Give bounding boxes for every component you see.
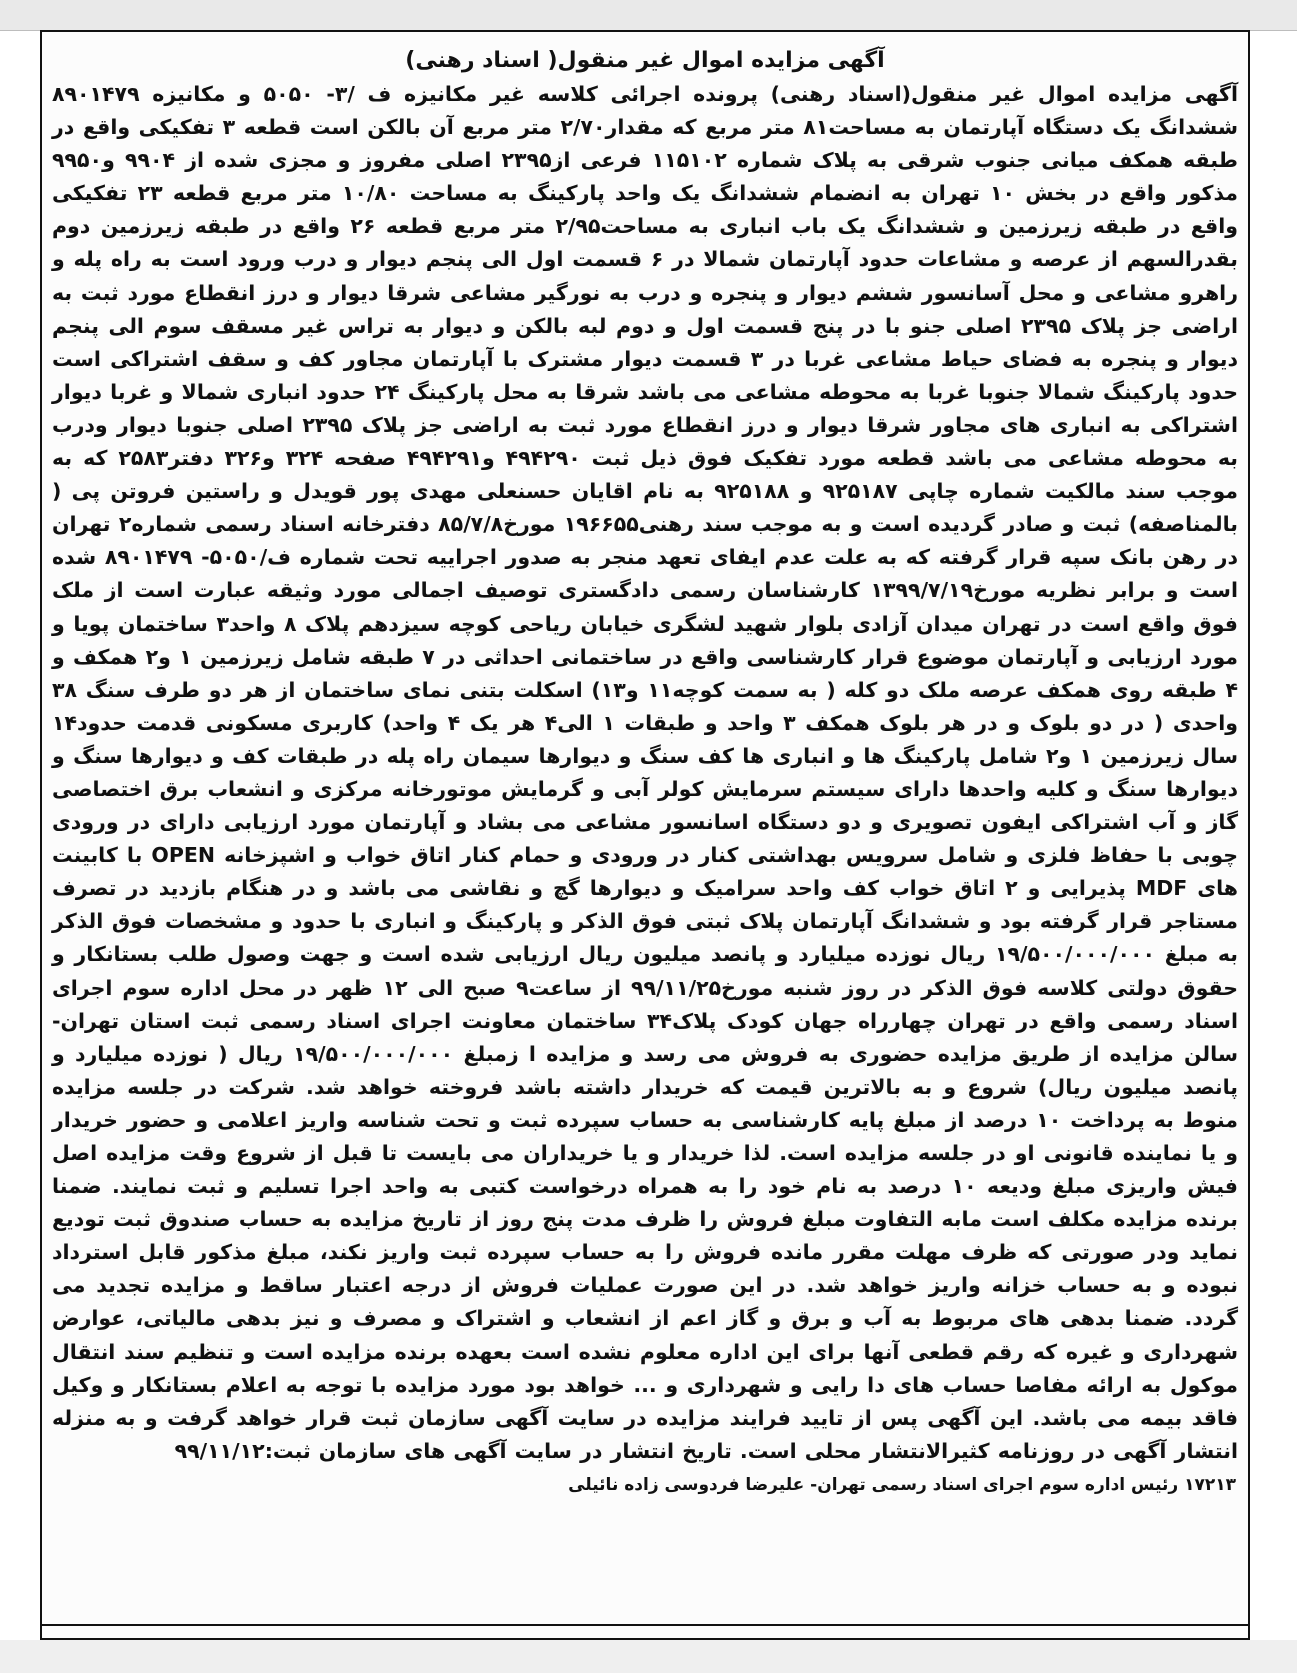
advertisement-signature: ۱۷۲۱۳ رئیس اداره سوم اجرای اسناد رسمی تهران- علیرضا فردوسی زاده نائیلی [568, 1474, 1236, 1495]
advertisement-title: آگهی مزایده اموال غیر منقول( اسناد رهنی) [405, 48, 885, 73]
advertisement-frame [40, 30, 1250, 1640]
advertisement-body: آگهی مزایده اموال غیر منقول(اسناد رهنی) پرونده اجرائی کلاسه غیر مکانیزه ف /۳- ۵۰۵۰ و مکانیزه ۸۹۰۱۴۷۹ ششدانگ یک دستگاه آپارتمان به مساحت۸۱ متر مربع که مقدار۲/۷۰ متر مربع آن بالکن است قطعه ۳ تفکیکی واقع در طبقه همکف میانی جنوب شرقی به پلاک شماره ۱۱۵۱۰۲ فرعی از۲۳۹۵ اصلی مفروز و مجزی شده از ۹۹۰۴ و۹۹۵۰ مذکور واقع در بخش ۱۰ تهران به انضمام ششدانگ یک واحد پارکینگ به مساحت ۱۰/۸۰ متر مربع قطعه ۲۳ تفکیکی واقع در طبقه زیرزمین و ششدانگ یک باب انباری به مساحت۲/۹۵ متر مربع قطعه ۲۶ واقع در طبقه زیرزمین دوم بقدرالسهم از عرصه و مشاعات حدود آپارتمان شمالا در ۶ قسمت اول الی پنجم دیوار و درب ورود است به راه پله و راهرو مشاعی و محل آسانسور ششم دیوار و پنجره و درب به نورگیر مشاعی شرقا دیوار و درز انقطاع مورد ثبت به اراضی جز پلاک ۲۳۹۵ اصلی جنو با در پنج قسمت اول و دوم لبه بالکن و دیوار به تراس غیر مسقف سوم الی پنجم دیوار و پنجره به فضای حیاط مشاعی غربا در ۳ قسمت دیوار مشترک با آپارتمان مجاور کف و سقف اشتراکی است حدود پارکینگ شمالا جنوبا غربا به محوطه مشاعی می باشد شرقا به محل پارکینگ ۲۴ حدود انباری شمالا و غربا دیوار اشتراکی به انباری های مجاور شرقا دیوار و درز انقطاع مورد ثبت به اراضی جز پلاک ۲۳۹۵ اصلی جنوبا دیوار ودرب به محوطه مشاعی می باشد قطعه مورد تفکیک فوق ذیل ثبت ۴۹۴۲۹۰ و۴۹۴۲۹۱ صفحه ۳۲۴ و۳۲۶ دفتر۲۵۸۳ که به موجب سند مالکیت شماره چاپی ۹۲۵۱۸۷ و ۹۲۵۱۸۸ به نام اقایان حسنعلی مهدی پور قویدل و راستین فروتن پی ( بالمناصفه) ثبت و صادر گردیده است و به موجب سند رهنی۱۹۶۶۵۵ مورخ۸۵/۷/۸ دفترخانه اسناد رسمی شماره۲ تهران در رهن بانک سپه قرار گرفته که به علت عدم ایفای تعهد منجر به صدور اجراییه تحت شماره ف/۵۰۵۰- ۸۹۰۱۴۷۹ شده است و برابر نظریه مورخ۱۳۹۹/۷/۱۹ کارشناسان رسمی دادگستری توصیف اجمالی مورد وثیقه عبارت است از ملک فوق واقع است در تهران میدان آزادی بلوار شهید لشگری خیابان ریاحی کوچه سیزدهم پلاک ۸ واحد۳ ساختمان پویا و مورد ارزیابی و آپارتمان موضوع قرار کارشناسی واقع در ساختمانی احداثی در ۷ طبقه شامل زیرزمین ۱ و۲ همکف و ۴ طبقه روی همکف عرصه ملک دو کله ( به سمت کوچه۱۱ و۱۳) اسکلت بتنی نمای ساختمان از هر دو طرف سنگ ۳۸ واحدی ( در دو بلوک و در هر بلوک همکف ۳ واحد و طبقات ۱ الی۴ هر یک ۴ واحد) کاربری مسکونی قدمت حدود۱۴ سال زیرزمین ۱ و۲ شامل پارکینگ ها و انباری ها کف سنگ و دیوارها سیمان راه پله در طبقات کف و دیوارها سنگ و دیوارها سنگ و کلیه واحدها دارای سیستم سرمایش کولر آبی و گرمایش موتورخانه مرکزی و انشعاب برق اختصاصی گاز و آب اشتراکی ایفون تصویری و دو دستگاه اسانسور مشاعی می بشاد و آپارتمان مورد ارزیابی دارای در ورودی چوبی با حفاظ فلزی و شامل سرویس بهداشتی کنار در ورودی و حمام کنار اتاق خواب و اشپزخانه OPEN با کابینت های MDF پذیرایی و ۲ اتاق خواب کف واحد سرامیک و دیوارها گچ و نقاشی می باشد و در هنگام بازدید در تصرف مستاجر قرار گرفته بود و ششدانگ آپارتمان پلاک ثبتی فوق الذکر و پارکینگ و انباری با حدود و مشخصات فوق الذکر به مبلغ ۱۹/۵۰۰/۰۰۰/۰۰۰ ریال نوزده میلیارد و پانصد میلیون ریال ارزیابی شده است و جهت وصول طلب بستانکار و حقوق دولتی کلاسه فوق الذکر در روز شنبه مورخ۹۹/۱۱/۲۵ از ساعت۹ صبح الی ۱۲ ظهر در محل اداره سوم اجرای اسناد رسمی واقع در تهران چهارراه جهان کودک پلاک۳۴ ساختمان معاونت اجرای اسناد رسمی ثبت استان تهران- سالن مزایده از طریق مزایده حضوری به فروش می رسد و مزایده ا زمبلغ ۱۹/۵۰۰/۰۰۰/۰۰۰ ریال ( نوزده میلیارد و پانصد میلیون ریال) شروع و به بالاترین قیمت که خریدار داشته باشد فروخته خواهد شد. شرکت در جلسه مزایده منوط به پرداخت ۱۰ درصد از مبلغ پایه کارشناسی به حساب سپرده ثبت و تحت شناسه واریز اعلامی و حضور خریدار و یا نماینده قانونی او در جلسه مزایده است. لذا خریدار و یا خریداران می بایست تا قبل از شروع وقت مزایده اصل فیش واریزی مبلغ ودیعه ۱۰ درصد به نام خود را به همراه درخواست کتبی به واحد اجرا تسلیم و ثبت نمایند. ضمنا برنده مزایده مکلف است مابه التفاوت مبلغ فروش را ظرف مدت پنج روز از تاریخ مزایده به حساب صندوق ثبت تودیع نماید ودر صورتی که ظرف مهلت مقرر مانده فروش را به حساب سپرده ثبت واریز نکند، مبلغ مذکور قابل استرداد نبوده و به حساب خزانه واریز خواهد شد. در این صورت عملیات فروش از درجه اعتبار ساقط و مزایده تجدید می گردد. ضمنا بدهی های مربوط به آب و برق و گاز اعم از انشعاب و اشتراک و مصرف و نیز بدهی مالیاتی، عوارض شهرداری و غیره که رقم قطعی آنها برای این اداره معلوم نشده است بعهده برنده مزایده است و تنظیم سند انتقال موکول به ارائه مفاصا حساب های دا رایی و شهرداری و ... خواهد بود مورد مزایده با توجه به اعلام بستانکار و وکیل فاقد بیمه می باشد. این آگهی پس از تایید فرایند مزایده در سایت آگهی سازمان ثبت قرار خواهد گرفت و به منزله انتشار آگهی در روزنامه کثیرالانتشار محلی است. تاریخ انتشار در سایت آگهی های سازمان ثبت:۹۹/۱۱/۱۲ [52, 82, 1239, 1463]
page-bottom-strip [0, 1640, 1297, 1673]
bottom-divider [42, 1624, 1248, 1626]
page-top-strip [0, 0, 1297, 31]
